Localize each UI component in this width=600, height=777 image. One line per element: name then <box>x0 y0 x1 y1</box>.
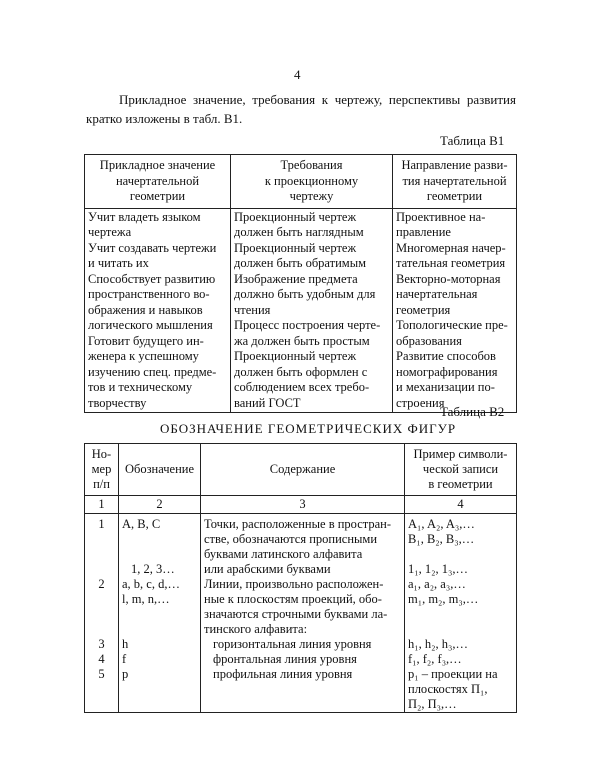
table-b1-line: Многомерная начер- <box>396 240 506 255</box>
row-content: профильная линия уровня <box>201 667 405 713</box>
table-b1-line: номографирования <box>396 364 498 379</box>
row-example: p₁ – проекции на плоскостях П₁, П₂, П₃,… <box>405 667 517 713</box>
row-content: фронтальная линия уровня <box>201 652 405 667</box>
table-b1-header-directions: Направление разви- тия начертательной геометрии <box>393 155 517 209</box>
row-number: 5 <box>85 667 119 713</box>
row-example: h₁, h₂, h₃,… <box>405 637 517 652</box>
table-b1-cell-requirements <box>231 208 393 413</box>
row-content: Точки, расположенные в простран- стве, обозначаются прописными буквами латинского алфавита <box>201 514 405 563</box>
row-example: a₁, a₂, a₃,… m₁, m₂, m₃,… <box>405 577 517 637</box>
table-b1-line: пространственного во- <box>88 287 210 301</box>
table-b1-line: Процесс построения черте- <box>234 318 381 332</box>
table-b1-line: чтения <box>234 302 271 317</box>
row-number: 1 <box>85 514 119 563</box>
row-designation: 1, 2, 3… <box>119 562 201 577</box>
table-b1-line: ваний ГОСТ <box>234 395 301 410</box>
table-b2-header-designation: Обозначение <box>119 444 201 496</box>
row-designation: p <box>119 667 201 713</box>
table-b1-line: творчеству <box>88 395 147 410</box>
table-b1-line: должно быть удобным для <box>234 287 376 301</box>
row-content: или арабскими буквами <box>201 562 405 577</box>
table-b1-line: и читать их <box>88 256 149 270</box>
table-b1-label: Таблица В1 <box>440 133 505 148</box>
table-b2-title: ОБОЗНАЧЕНИЕ ГЕОМЕТРИЧЕСКИХ ФИГУР <box>160 421 457 436</box>
table-b1-line: тательная геометрия <box>396 256 506 270</box>
row-designation: f <box>119 652 201 667</box>
table-row <box>85 577 517 637</box>
table-b1-body-row <box>85 208 517 413</box>
table-b1-line: соблюдением всех требо- <box>234 380 370 394</box>
table-b2-header-content: Содержание <box>201 444 405 496</box>
table-row <box>85 637 517 652</box>
table-row <box>85 667 517 713</box>
column-number: 3 <box>201 496 405 514</box>
table-b1-line: должен быть оформлен с <box>234 364 368 379</box>
table-b1 <box>84 154 517 413</box>
table-b1-line: геометрия <box>396 302 451 317</box>
row-content: Линии, произвольно расположен- ные к плоскостям проекций, обо- значаются строчными буквами ла- тинского алфавита: <box>201 577 405 637</box>
table-b1-cell-directions <box>393 208 517 413</box>
column-number: 2 <box>119 496 201 514</box>
table-b1-line: правление <box>396 225 451 239</box>
page-number: 4 <box>294 67 301 82</box>
table-b1-line: Проективное на- <box>396 209 486 224</box>
row-number <box>85 562 119 577</box>
table-b2-column-number-row <box>85 496 517 514</box>
table-b1-line: Проекционный чертеж <box>234 209 357 224</box>
table-b1-header-row <box>85 155 517 209</box>
table-b1-line: Топологические пре- <box>396 318 508 332</box>
row-designation: h <box>119 637 201 652</box>
table-b2-header-example: Пример символи- ческой записи в геометрии <box>405 444 517 496</box>
table-b1-line: Проекционный чертеж <box>234 349 357 363</box>
table-row <box>85 562 517 577</box>
table-b2-header-row <box>85 444 517 496</box>
column-number: 4 <box>405 496 517 514</box>
table-b1-line: Изображение предмета <box>234 271 358 286</box>
table-b1-line: изучению спец. предме- <box>88 364 217 379</box>
table-b1-line: Учит владеть языком <box>88 209 201 224</box>
table-b1-line: должен быть наглядным <box>234 225 364 239</box>
table-b1-header-requirements: Требования к проекционному чертежу <box>231 155 393 209</box>
table-b1-line: и механизации по- <box>396 380 495 394</box>
table-b1-line: Учит создавать чертежи <box>88 240 217 255</box>
table-b1-line: чертежа <box>88 225 132 239</box>
table-b1-line: женера к успешному <box>88 349 199 363</box>
table-b1-line: Готовит будущего ин- <box>88 333 204 348</box>
row-example: 1₁, 1₂, 1₃,… <box>405 562 517 577</box>
table-b1-line: ображения и навыков <box>88 302 203 317</box>
table-b1-line: строения <box>396 395 445 410</box>
table-b1-line: должен быть обратимым <box>234 256 367 270</box>
table-b2 <box>84 443 517 713</box>
table-row <box>85 652 517 667</box>
row-content: горизонтальная линия уровня <box>201 637 405 652</box>
row-number: 3 <box>85 637 119 652</box>
table-b1-header-applied: Прикладное значение начертательной геометрии <box>85 155 231 209</box>
column-number: 1 <box>85 496 119 514</box>
row-number: 4 <box>85 652 119 667</box>
row-example: f₁, f₂, f₃,… <box>405 652 517 667</box>
table-b1-line: жа должен быть простым <box>234 333 370 348</box>
table-row <box>85 514 517 563</box>
table-b1-line: начертательная <box>396 287 478 301</box>
row-example: A₁, A₂, A₃,… B₁, B₂, B₃,… <box>405 514 517 563</box>
table-b1-cell-applied <box>85 208 231 413</box>
table-b2-header-num: Но- мер п/п <box>85 444 119 496</box>
table-b1-line: тов и техническому <box>88 380 193 394</box>
table-b1-line: логического мышления <box>88 318 213 332</box>
table-b1-line: Развитие способов <box>396 349 496 363</box>
table-b2-label: Таблица В2 <box>440 404 505 419</box>
table-b1-line: Способствует развитию <box>88 271 216 286</box>
table-b1-line: образования <box>396 333 462 348</box>
row-designation: A, B, C <box>119 514 201 563</box>
table-b1-line: Векторно-моторная <box>396 271 501 286</box>
row-designation: a, b, c, d,… l, m, n,… <box>119 577 201 637</box>
table-b1-line: Проекционный чертеж <box>234 240 357 255</box>
intro-paragraph: Прикладное значение, требования к чертежу, перспективы развития кратко изложены в табл. В1. <box>86 92 516 126</box>
row-number: 2 <box>85 577 119 637</box>
